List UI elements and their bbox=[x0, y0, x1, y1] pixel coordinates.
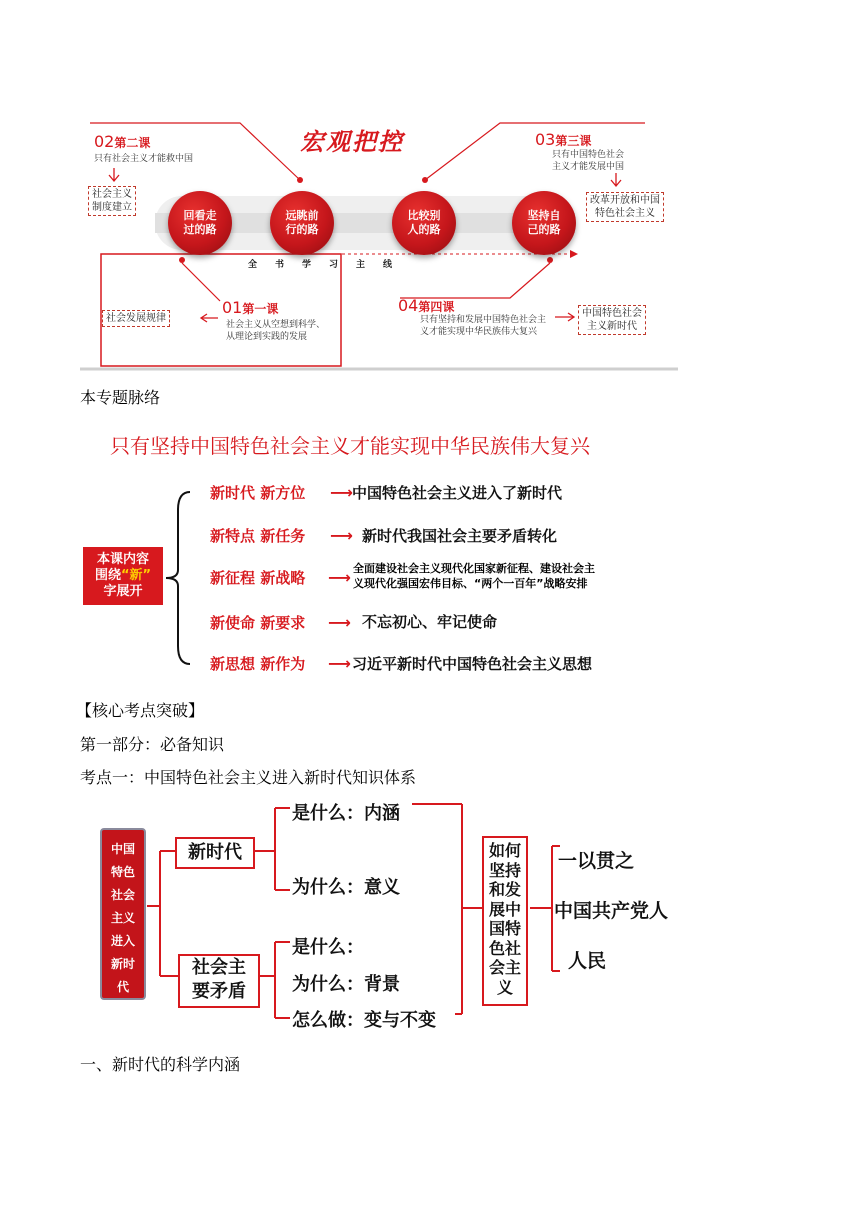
branch-label-1: 新时代 新方位 bbox=[210, 484, 306, 502]
branch-desc-2: 新时代我国社会主要矛盾转化 bbox=[362, 527, 558, 545]
branch-label-4: 新使命 新要求 bbox=[210, 614, 306, 632]
circle-look-ahead: 远眺前 行的路 bbox=[270, 191, 334, 255]
right-people: 人民 bbox=[568, 950, 607, 972]
era-why: 为什么：意义 bbox=[292, 877, 400, 898]
lesson3-box: 改革开放和中国 特色社会主义 bbox=[586, 192, 664, 222]
branch-desc-1: 中国特色社会主义进入了新时代 bbox=[352, 484, 563, 502]
lesson2-number: 02 bbox=[94, 132, 115, 151]
mainline-text: 全 书 学 习 主 线 bbox=[248, 260, 393, 270]
circle-own-road: 坚持自 己的路 bbox=[512, 191, 576, 255]
contra-what: 是什么： bbox=[292, 937, 364, 958]
node-main-contradiction: 社会主 要矛盾 bbox=[178, 954, 260, 1008]
lesson3-number: 03 bbox=[535, 130, 556, 149]
branch-label-2: 新特点 新任务 bbox=[210, 527, 306, 545]
section-topic-heading: 本专题脉络 bbox=[80, 388, 161, 407]
lesson1-heading bbox=[222, 298, 278, 317]
topic-center-post: 字展开 bbox=[103, 584, 143, 599]
lesson4-heading bbox=[398, 296, 454, 315]
right-consistent: 一以贯之 bbox=[558, 850, 635, 872]
branch-desc-3: 全面建设社会主义现代化国家新征程、建设社会主 义现代化强国宏伟目标、“两个一百年”战略安排 bbox=[353, 562, 595, 590]
lesson2-name: 第二课 bbox=[114, 136, 151, 150]
section-core-heading: 【核心考点突破】 bbox=[76, 701, 205, 720]
right-communists: 中国共产党人 bbox=[554, 900, 669, 922]
lesson2-desc: 只有社会主义才能救中国 bbox=[94, 154, 194, 164]
section-point1-heading: 考点一：中国特色社会主义进入新时代知识体系 bbox=[80, 768, 417, 787]
contra-how: 怎么做：变与不变 bbox=[292, 1010, 436, 1031]
arrow-5: ⟶ bbox=[328, 654, 351, 673]
lesson1-desc: 社会主义从空想到科学、 从理论到实践的发展 bbox=[226, 320, 326, 342]
lesson4-box: 中国特色社会 主义新时代 bbox=[578, 305, 646, 335]
lesson4-desc: 只有坚持和发展中国特色社会主 义才能实现中华民族伟大复兴 bbox=[420, 315, 547, 337]
topic-diagram bbox=[80, 420, 680, 680]
branch-label-3: 新征程 新战略 bbox=[210, 569, 306, 587]
arrow-1: ⟶ bbox=[330, 483, 353, 502]
arrow-4: ⟶ bbox=[328, 613, 351, 632]
topic-center-box bbox=[83, 547, 163, 605]
topic-center-pre: 本课内容 围绕“新” bbox=[94, 552, 152, 583]
topic-title: 只有坚持中国特色社会主义才能实现中华民族伟大复兴 bbox=[110, 434, 590, 458]
arrow-3: ⟶ bbox=[328, 568, 351, 587]
lesson1-name: 第一课 bbox=[242, 302, 279, 316]
mindmap-scroll: 中国 特色 社会 主义 进入 新时 代 bbox=[100, 828, 146, 1000]
lesson4-number: 04 bbox=[398, 296, 419, 315]
node-new-era: 新时代 bbox=[175, 837, 255, 869]
lesson4-name: 第四课 bbox=[418, 300, 455, 314]
branch-desc-5: 习近平新时代中国特色社会主义思想 bbox=[352, 655, 593, 673]
lesson2-box: 社会主义 制度建立 bbox=[88, 186, 136, 216]
overview-banner bbox=[80, 118, 678, 372]
lesson3-heading bbox=[535, 130, 591, 149]
lesson3-desc: 只有中国特色社会 主义才能发展中国 bbox=[552, 150, 625, 172]
lesson1-number: 01 bbox=[222, 298, 243, 317]
lesson2-heading bbox=[94, 132, 150, 151]
circle-compare: 比较别 人的路 bbox=[392, 191, 456, 255]
contra-why: 为什么：背景 bbox=[292, 974, 400, 995]
banner-title: 宏观把控 bbox=[300, 127, 404, 156]
lesson1-box: 社会发展规律 bbox=[102, 310, 170, 327]
section-last-heading: 一、新时代的科学内涵 bbox=[80, 1055, 241, 1074]
era-what: 是什么：内涵 bbox=[292, 803, 400, 824]
arrow-2: ⟶ bbox=[330, 526, 353, 545]
branch-desc-4: 不忘初心、牢记使命 bbox=[362, 613, 498, 631]
section-part1-heading: 第一部分：必备知识 bbox=[80, 735, 225, 754]
center-how-box: 如何 坚持 和发 展中 国特 色社 会主 义 bbox=[482, 836, 528, 1006]
branch-label-5: 新思想 新作为 bbox=[210, 655, 306, 673]
circle-look-back: 回看走 过的路 bbox=[168, 191, 232, 255]
topic-center-quote: “新” bbox=[120, 568, 152, 583]
mindmap bbox=[90, 796, 690, 1036]
lesson3-name: 第三课 bbox=[555, 134, 592, 148]
